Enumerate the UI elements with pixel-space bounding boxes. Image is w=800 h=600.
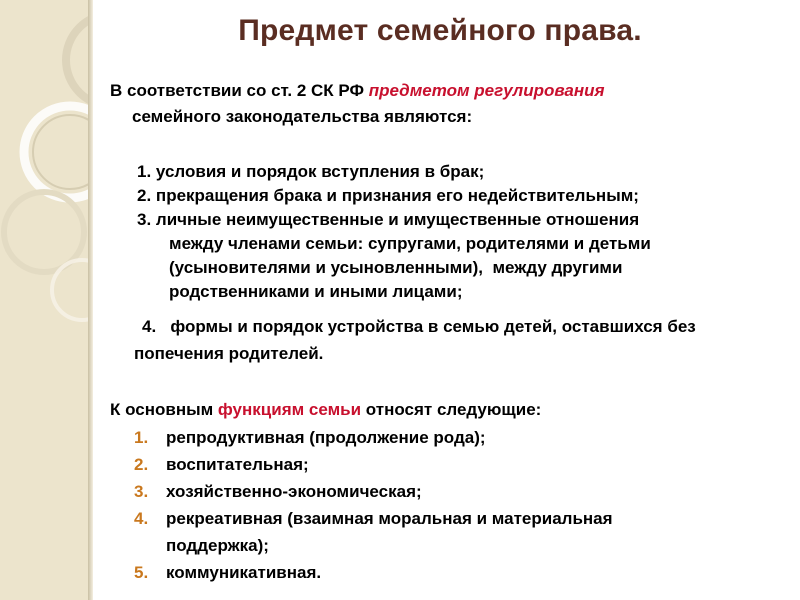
law-item-1: 1. условия и порядок вступления в брак; <box>137 162 485 181</box>
list-item: 1. репродуктивная (продолжение рода); <box>134 424 774 451</box>
list-item: 2. воспитательная; <box>134 451 774 478</box>
list-number: 5. <box>134 563 149 582</box>
list-number: 2. <box>134 455 149 474</box>
intro-prefix: В соответствии со ст. 2 СК РФ <box>110 81 369 100</box>
functions-highlight: функциям семьи <box>217 400 362 419</box>
law-item-3-line-2: между членами семьи: супругами, родителями и детьми <box>169 234 651 253</box>
law-item-3: 3. личные неимущественные и имущественные отношения <box>137 210 640 229</box>
intro-paragraph <box>110 78 770 130</box>
list-item: 4. рекреативная (взаимная моральная и материальная поддержка); <box>134 505 774 559</box>
page-title: Предмет семейного права. <box>238 14 642 47</box>
law-item-4-text: формы и порядок устройства в семью детей, оставшихся без <box>170 317 696 336</box>
law-items-list <box>137 160 797 304</box>
law-item-2: 2. прекращения брака и признания его недействительным; <box>137 186 639 205</box>
law-item-3-line-4: родственниками и иными лицами; <box>169 282 463 301</box>
list-number: 3. <box>134 482 149 501</box>
list-number: 4. <box>134 509 149 528</box>
intro-continuation: семейного законодательства являются: <box>132 107 473 126</box>
law-item-3-line-3: (усыновителями и усыновленными), между другими <box>169 258 623 277</box>
law-item-4 <box>134 313 800 367</box>
law-item-4-num: 4. <box>142 317 157 336</box>
sidebar-circles-decoration <box>0 0 88 600</box>
sidebar-edge <box>88 0 93 600</box>
decorative-sidebar <box>0 0 88 600</box>
list-item: 3. хозяйственно-экономическая; <box>134 478 774 505</box>
functions-intro: К основным функциям семьи относят следующие: <box>110 400 542 419</box>
intro-highlight: предметом регулирования <box>368 81 605 100</box>
functions-list <box>134 424 774 586</box>
list-number: 1. <box>134 428 149 447</box>
list-item: 5. коммуникативная. <box>134 559 774 586</box>
law-item-4-continuation: попечения родителей. <box>134 344 324 363</box>
